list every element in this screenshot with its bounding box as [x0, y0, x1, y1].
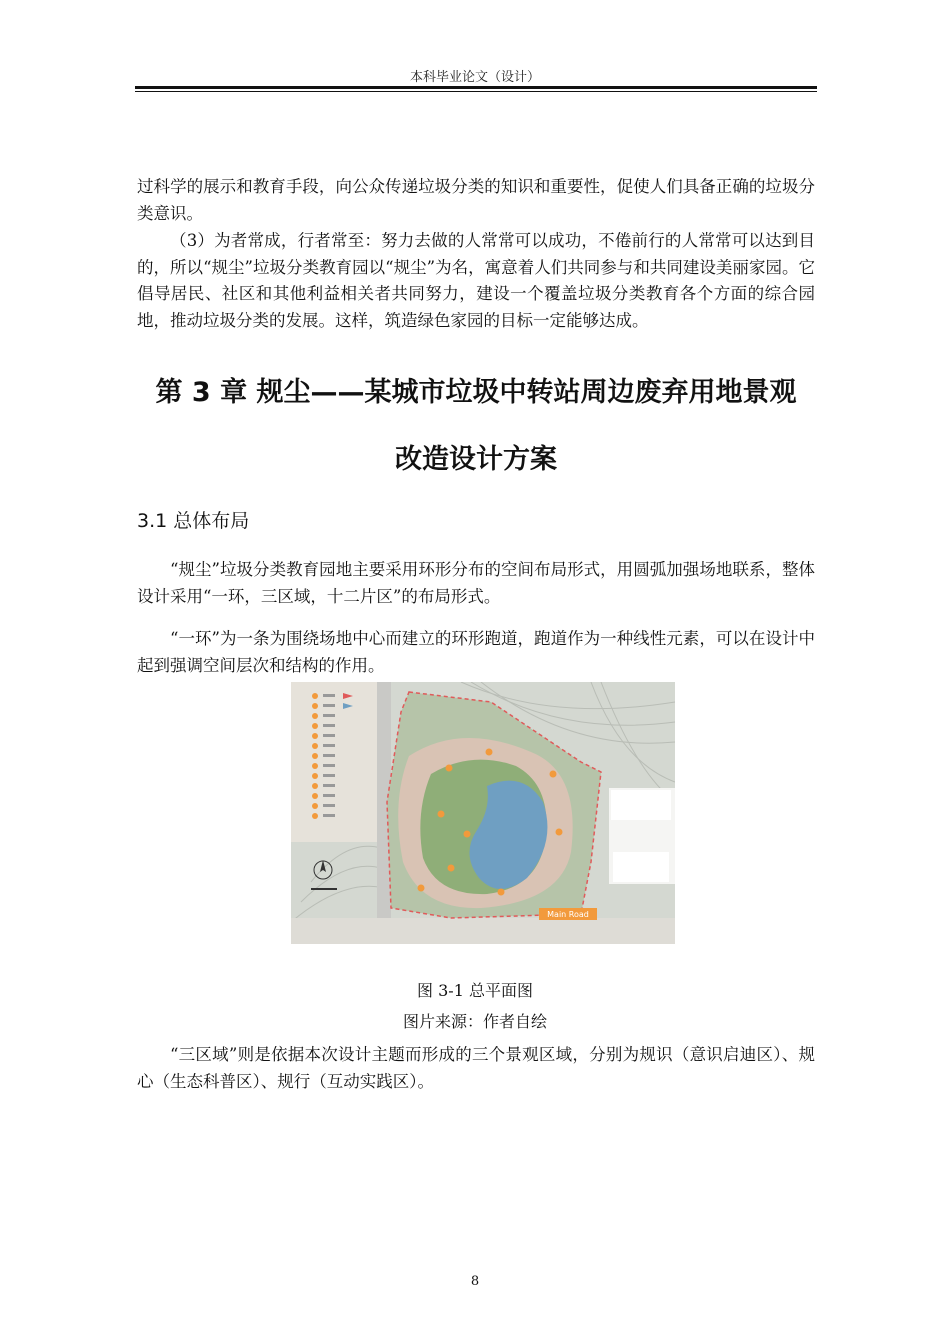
section-title: 3.1 总体布局: [137, 510, 250, 532]
chapter-title-line-1: 第 3 章 规尘——某城市垃圾中转站周边废弃用地景观: [155, 377, 797, 408]
figure-source: 图片来源：作者自绘: [402, 1012, 547, 1031]
paragraph-3: “规尘”垃圾分类教育园地主要采用环形分布的空间布局形式，用圆弧加强场地联系，整体设计采用“一环，三区域，十二片区”的布局形式。: [137, 560, 815, 606]
paragraph-5: “三区域”则是依据本次设计主题而形成的三个景观区域，分别为规识（意识启迪区）、规心（生态科普区）、规行（互动实践区）。: [137, 1045, 815, 1091]
header-rule: [135, 86, 817, 89]
figure-caption: 图 3-1 总平面图: [417, 981, 533, 1000]
chapter-title-line-2: 改造设计方案: [395, 444, 557, 475]
paragraph-2: （3）为者常成，行者常至：努力去做的人常常可以成功，不倦前行的人常常可以达到目的，所以“规尘”垃圾分类教育园以“规尘”为名，寓意着人们共同参与和共同建设美丽家园。它倡导居民、社区和其他利益相关者共同努力，建设一个覆盖垃圾分类教育各个方面的综合园地，推动垃圾分类的发展。这样，筑造绿色家园的目标一定能够达成。: [137, 231, 815, 330]
header-rule-thin: [135, 91, 817, 92]
page-number: 8: [470, 1274, 480, 1289]
running-header: 本科毕业论文（设计）: [409, 70, 540, 85]
main-road-label: Main Road: [547, 910, 589, 919]
site-master-plan-figure: [291, 682, 675, 944]
paragraph-4: “一环”为一条为围绕场地中心而建立的环形跑道，跑道作为一种线性元素，可以在设计中起到强调空间层次和结构的作用。: [137, 629, 815, 675]
site-plan-drawing: [291, 682, 675, 944]
paragraph-1: 过科学的展示和教育手段，向公众传递垃圾分类的知识和重要性，促使人们具备正确的垃圾分类意识。: [137, 177, 815, 223]
